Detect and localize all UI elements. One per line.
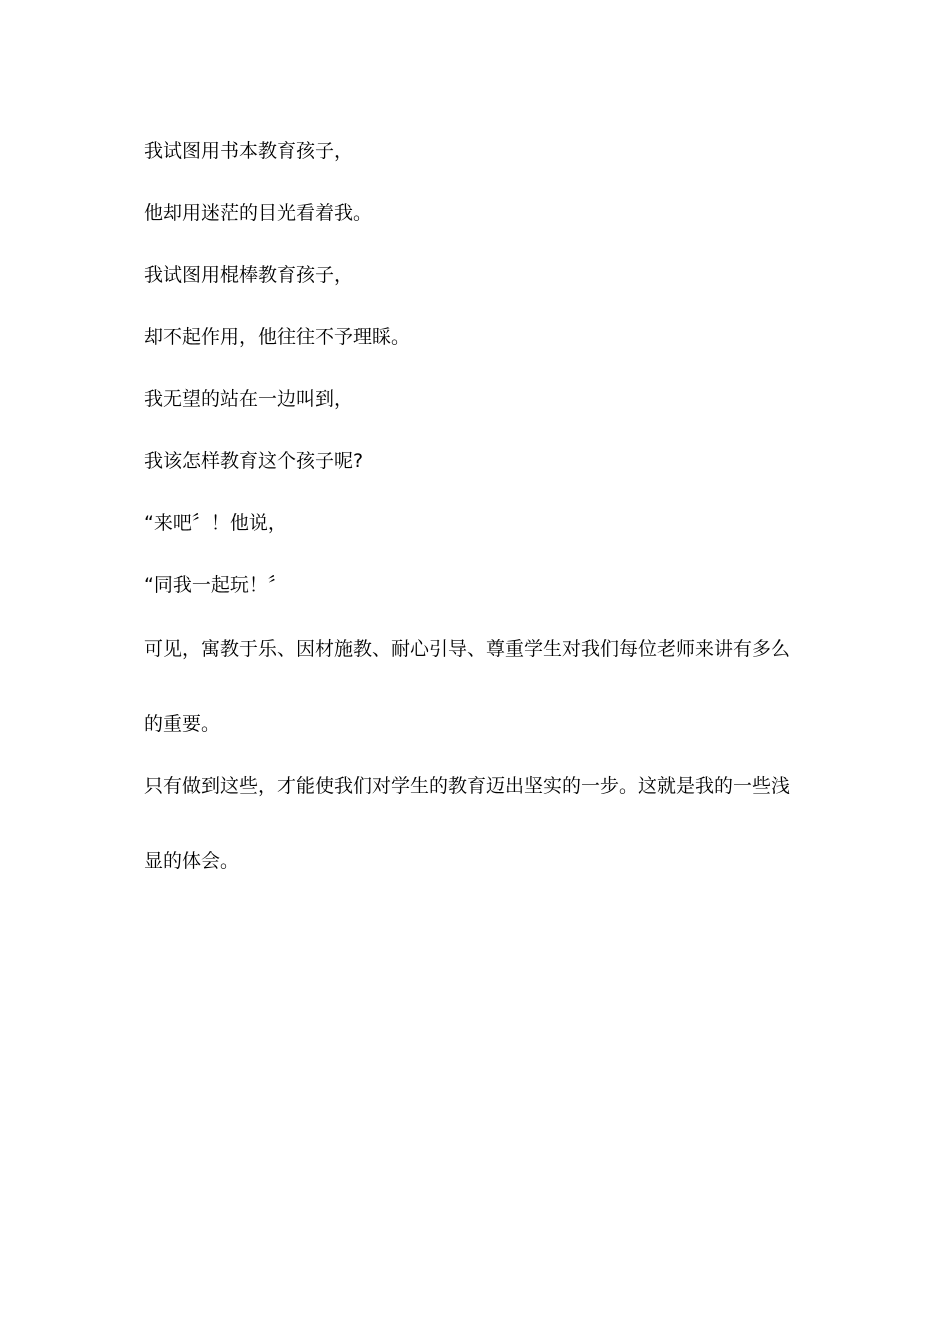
paragraph-2-line-2: 显的体会。 [144, 850, 240, 872]
paragraph-1-line-2: 的重要。 [144, 713, 221, 735]
poem-line-5: 我无望的站在一边叫到， [144, 388, 354, 410]
paragraph-2-line-1: 只有做到这些，才能使我们对学生的教育迈出坚实的一步。这就是我的一些浅 [144, 775, 791, 797]
poem-line-2: 他却用迷茫的目光看着我。 [144, 202, 373, 224]
poem-line-1: 我试图用书本教育孩子， [144, 140, 354, 162]
poem-line-6: 我该怎样教育这个孩子呢? [144, 450, 364, 472]
poem-line-3: 我试图用棍棒教育孩子， [144, 264, 354, 286]
poem-line-7: “来吧〞！他说， [144, 512, 287, 534]
poem-line-8: “同我一起玩！〞 [144, 574, 287, 596]
poem-line-4: 却不起作用，他往往不予理睬。 [144, 326, 411, 348]
paragraph-1-line-1: 可见，寓教于乐、因材施教、耐心引导、尊重学生对我们每位老师来讲有多么 [144, 638, 791, 660]
